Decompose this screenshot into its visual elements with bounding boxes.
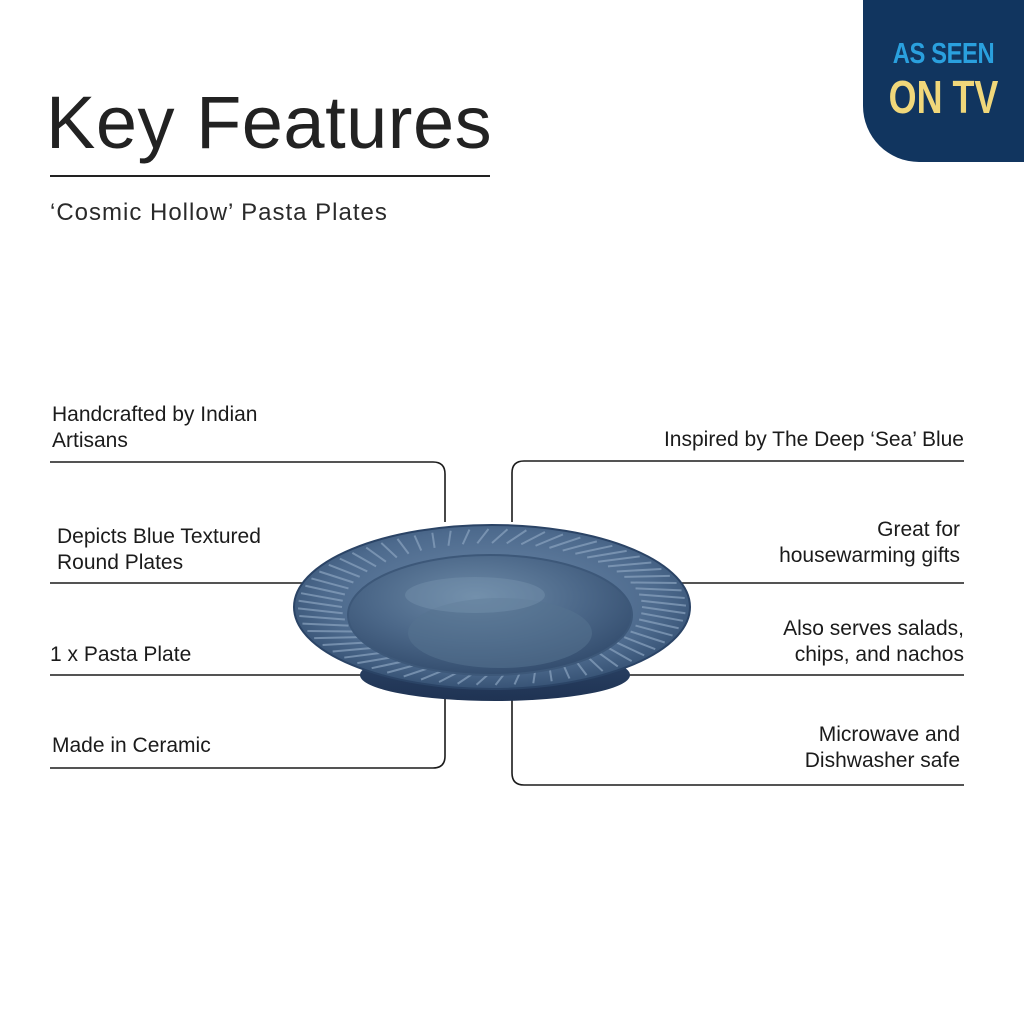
badge-line-1: AS SEEN bbox=[892, 38, 995, 70]
page-title: Key Features bbox=[46, 81, 493, 164]
leader-line-right-1 bbox=[512, 461, 964, 522]
feature-gifts: Great for housewarming gifts bbox=[779, 518, 960, 567]
feature-serves: Also serves salads, chips, and nachos bbox=[783, 617, 964, 666]
badge-line-2: ON TV bbox=[888, 71, 999, 123]
pasta-plate-image bbox=[290, 515, 700, 710]
feature-inspired-by: Inspired by The Deep ‘Sea’ Blue bbox=[663, 428, 964, 451]
product-subtitle: ‘Cosmic Hollow’ Pasta Plates bbox=[50, 199, 388, 226]
feature-textured-plates: Depicts Blue Textured Round Plates bbox=[57, 525, 261, 574]
feature-handcrafted: Handcrafted by Indian Artisans bbox=[52, 403, 258, 452]
plate-rim-ridge bbox=[624, 576, 670, 577]
plate-rim-ridge bbox=[314, 637, 360, 638]
leader-line-left-1 bbox=[50, 462, 445, 522]
feature-quantity: 1 x Pasta Plate bbox=[50, 643, 192, 666]
feature-microwave-safe: Microwave and Dishwasher safe bbox=[804, 723, 960, 772]
feature-material: Made in Ceramic bbox=[52, 734, 211, 757]
